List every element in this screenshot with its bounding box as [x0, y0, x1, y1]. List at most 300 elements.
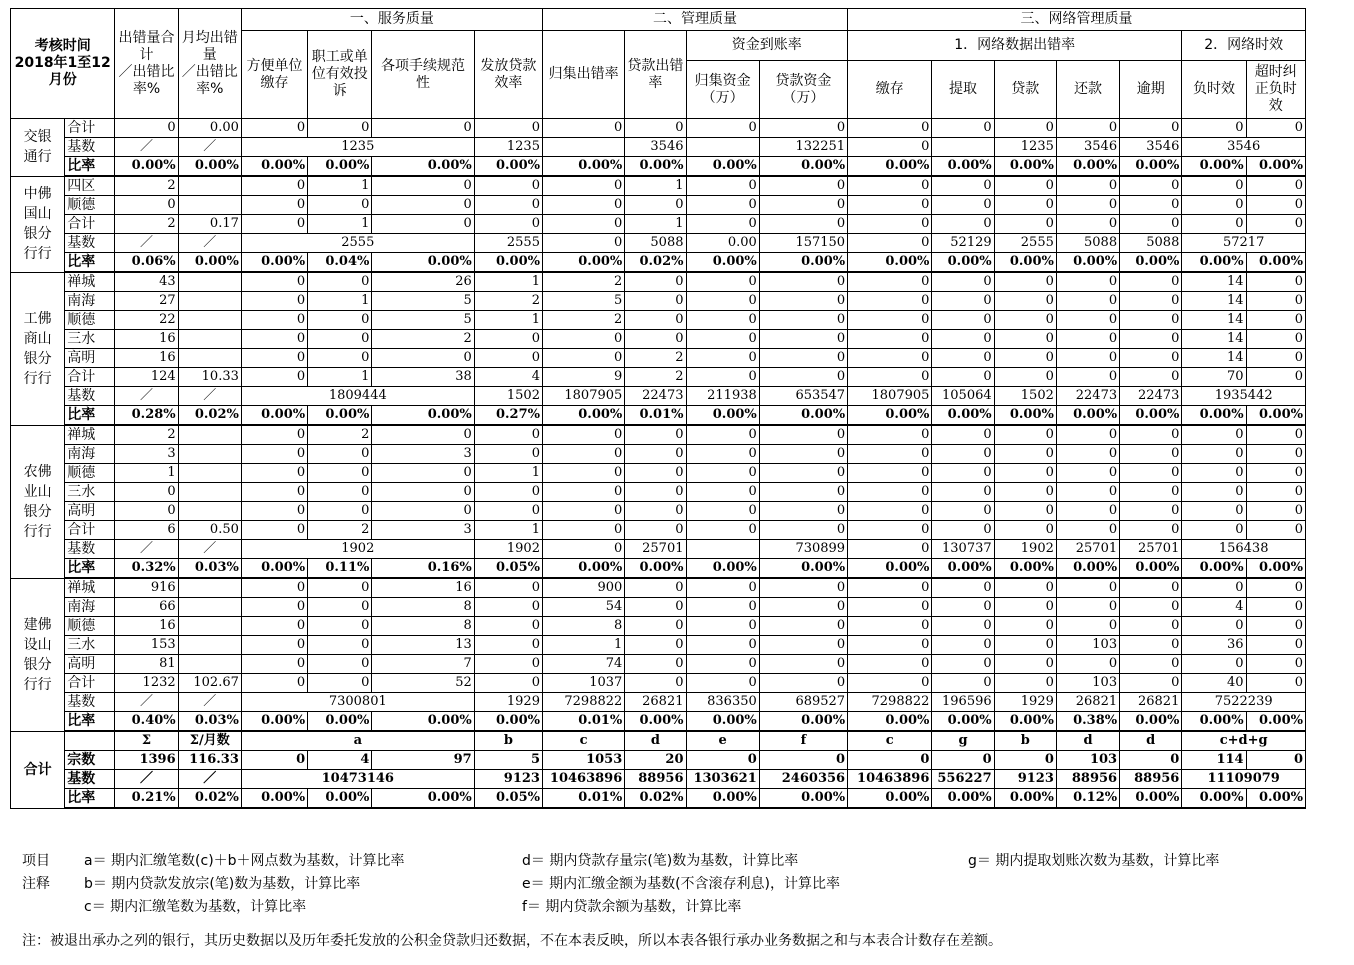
base-deposit: 10463896 [848, 770, 932, 789]
value-cell: 0 [241, 176, 307, 196]
value-cell: 0 [308, 311, 372, 330]
ratio-cell: 0.00% [625, 712, 686, 732]
value-cell: 0 [625, 483, 686, 502]
value-cell: 0 [994, 521, 1056, 540]
value-cell: 0 [848, 196, 932, 215]
col-loan-error: 贷款出错率 [625, 31, 686, 119]
value-cell: 0 [474, 655, 542, 674]
value-cell: 0 [542, 119, 624, 138]
value-cell: 153 [115, 636, 178, 655]
value-cell: 0 [1120, 483, 1182, 502]
base-label: 基数 [65, 693, 115, 712]
branch-label: 南海 [65, 445, 115, 464]
value-cell: 0 [1182, 119, 1246, 138]
value-cell: 0 [308, 502, 372, 521]
branch-label: 顺德 [65, 464, 115, 483]
ratio-cell: 0.00% [1246, 253, 1305, 273]
value-cell: 0 [241, 655, 307, 674]
base-deposit: 7298822 [848, 693, 932, 712]
ratio-cell: 0.00% [1246, 406, 1305, 426]
value-cell [178, 578, 241, 598]
ratio-cell: 0.00% [1182, 253, 1246, 273]
ratio-cell: 0.00% [994, 253, 1056, 273]
value-cell: 0 [1246, 311, 1305, 330]
base-loan: 88956 [625, 770, 686, 789]
base-net-loan: 9123 [994, 770, 1056, 789]
value-cell: 0 [1056, 502, 1119, 521]
total-count-cell: 114 [1182, 751, 1246, 770]
period-header [11, 9, 115, 119]
value-cell: 0 [932, 292, 994, 311]
value-cell: 0 [994, 598, 1056, 617]
err-total-header [115, 9, 178, 119]
monthly-label: 月均出错量 [181, 29, 238, 63]
value-cell: 0 [1120, 636, 1182, 655]
bank-name: 交银通行 [11, 119, 65, 177]
total-ratio-cell: 0.12% [1056, 789, 1119, 809]
value-cell: 0 [372, 502, 474, 521]
value-cell: 0 [686, 674, 759, 693]
value-cell: 0 [994, 272, 1056, 292]
branch-label: 合计 [65, 674, 115, 693]
base-collection: 0 [542, 234, 624, 253]
value-cell [178, 311, 241, 330]
table-header [11, 9, 1306, 119]
col-overtime-correct: 超时纠正负时效 [1246, 61, 1305, 119]
total-count-cell: 0 [1120, 751, 1182, 770]
total-ratio-cell: 0.00% [372, 789, 474, 809]
fund-arrival-rate: 资金到账率 [686, 31, 848, 61]
ratio-cell: 0.00% [1056, 406, 1119, 426]
sym-sum-month: Σ/月数 [178, 731, 241, 751]
table-row [11, 368, 1306, 387]
col-withdraw: 提取 [932, 61, 994, 119]
note-a: a＝ 期内汇缴笔数(c)＋b＋网点数为基数，计算比率 [84, 853, 405, 869]
value-cell: 0 [372, 483, 474, 502]
ratio-cell: 0.00% [474, 712, 542, 732]
base-collection [542, 138, 624, 157]
value-cell: 0 [932, 272, 994, 292]
value-cell: 0 [994, 483, 1056, 502]
value-cell: 0 [686, 464, 759, 483]
value-cell: 1 [625, 215, 686, 234]
value-cell: 0 [625, 598, 686, 617]
table-row [11, 464, 1306, 483]
value-cell: 0 [932, 464, 994, 483]
value-cell: 0 [1120, 502, 1182, 521]
value-cell: 2 [115, 176, 178, 196]
ratio-cell: 0.05% [474, 559, 542, 579]
ratio-row [11, 559, 1306, 579]
col-procedures: 各项手续规范性 [372, 31, 474, 119]
value-cell: 0 [994, 655, 1056, 674]
value-cell: 0 [241, 311, 307, 330]
value-cell: 0 [474, 425, 542, 445]
total-count-cell: 0 [1246, 751, 1305, 770]
sym-d2: d [1056, 731, 1119, 751]
ratio-cell: 0.00% [932, 253, 994, 273]
value-cell: 0 [1056, 196, 1119, 215]
period-value: 2018年1至12月份 [14, 55, 111, 88]
value-cell [178, 464, 241, 483]
value-cell: 0 [994, 215, 1056, 234]
value-cell: 0 [372, 425, 474, 445]
base-row [11, 138, 1306, 157]
value-cell: 0 [1120, 445, 1182, 464]
section-service-quality: 一、服务质量 [241, 9, 542, 31]
value-cell [178, 292, 241, 311]
base-service: 1902 [241, 540, 474, 559]
branch-label: 顺德 [65, 196, 115, 215]
value-cell: 0 [625, 636, 686, 655]
value-cell: 0 [1246, 636, 1305, 655]
value-cell: 0 [474, 578, 542, 598]
ratio-cell: 0.03% [178, 559, 241, 579]
value-cell: 0 [1182, 425, 1246, 445]
value-cell: 0 [1120, 655, 1182, 674]
value-cell: 0 [848, 425, 932, 445]
value-cell: 0 [1182, 483, 1246, 502]
section-management-quality: 二、管理质量 [542, 9, 847, 31]
branch-label: 三水 [65, 636, 115, 655]
value-cell: 0 [625, 196, 686, 215]
value-cell: 0 [474, 502, 542, 521]
value-cell: 0.00 [178, 119, 241, 138]
value-cell: 0 [542, 464, 624, 483]
table-row [11, 617, 1306, 636]
value-cell: 5 [372, 311, 474, 330]
value-cell: 0 [625, 445, 686, 464]
value-cell: 1 [115, 464, 178, 483]
value-cell: 0 [1056, 483, 1119, 502]
total-count-cell: 0 [932, 751, 994, 770]
value-cell: 66 [115, 598, 178, 617]
ratio-cell: 0.00% [625, 559, 686, 579]
base-loan-funds: 2460356 [759, 770, 847, 789]
value-cell: 0 [932, 311, 994, 330]
value-cell: 0 [686, 598, 759, 617]
value-cell: 0 [686, 330, 759, 349]
base-timeliness: 1935442 [1182, 387, 1306, 406]
value-cell: 0 [542, 176, 624, 196]
ratio-cell: 0.00% [848, 559, 932, 579]
total-count-cell: 5 [474, 751, 542, 770]
base-service: 7300801 [241, 693, 474, 712]
total-ratio-cell: 0.00% [848, 789, 932, 809]
value-cell: 103 [1056, 674, 1119, 693]
value-cell: 0 [686, 368, 759, 387]
value-cell: 0 [1246, 425, 1305, 445]
base-withdraw [932, 138, 994, 157]
base-label: 基数 [65, 540, 115, 559]
value-cell: 0 [308, 330, 372, 349]
ratio-row [11, 712, 1306, 732]
value-cell: 0 [1246, 176, 1305, 196]
total-count-cell: 0 [994, 751, 1056, 770]
value-cell: 0 [474, 598, 542, 617]
base-repay: 5088 [1056, 234, 1119, 253]
value-cell: 0 [1056, 176, 1119, 196]
base-label: 基数 [65, 387, 115, 406]
base-repay: 88956 [1056, 770, 1119, 789]
base-collection: 0 [542, 540, 624, 559]
ratio-cell: 0.00% [1056, 253, 1119, 273]
value-cell: 0 [759, 617, 847, 636]
value-cell: 0 [1246, 502, 1305, 521]
value-cell: 0 [542, 349, 624, 368]
value-cell: 1 [308, 176, 372, 196]
value-cell: 2 [625, 349, 686, 368]
value-cell: 0 [625, 119, 686, 138]
value-cell: 2 [115, 215, 178, 234]
value-cell: 0 [1182, 176, 1246, 196]
value-cell: 0 [1120, 176, 1182, 196]
value-cell: 0 [1120, 311, 1182, 330]
base-loan-funds: 689527 [759, 693, 847, 712]
ratio-label: 比率 [65, 712, 115, 732]
ratio-cell: 0.00% [759, 406, 847, 426]
value-cell: 0 [625, 674, 686, 693]
ratio-row [11, 406, 1306, 426]
value-cell: 0 [1120, 272, 1182, 292]
base-slash: ／ [115, 138, 178, 157]
value-cell: 0 [932, 330, 994, 349]
base-overdue: 5088 [1120, 234, 1182, 253]
report-table [10, 8, 1306, 809]
ratio-label: 比率 [65, 406, 115, 426]
table-row [11, 578, 1306, 598]
branch-label: 南海 [65, 292, 115, 311]
ratio-cell: 0.38% [1056, 712, 1119, 732]
value-cell: 0 [625, 330, 686, 349]
ratio-cell: 0.00% [542, 253, 624, 273]
table-row [11, 502, 1306, 521]
ratio-cell: 0.11% [308, 559, 372, 579]
value-cell: 0 [1246, 196, 1305, 215]
base-withdraw: 130737 [932, 540, 994, 559]
value-cell: 1232 [115, 674, 178, 693]
ratio-cell: 0.00% [1182, 406, 1246, 426]
base-net-loan: 1502 [994, 387, 1056, 406]
value-cell: 40 [1182, 674, 1246, 693]
base-loan-eff: 1235 [474, 138, 542, 157]
branch-label: 合计 [65, 215, 115, 234]
value-cell: 54 [542, 598, 624, 617]
value-cell: 0 [308, 445, 372, 464]
total-count-cell: 4 [308, 751, 372, 770]
total-count-cell: 97 [372, 751, 474, 770]
ratio-cell: 0.00% [308, 406, 372, 426]
value-cell: 8 [372, 598, 474, 617]
value-cell: 70 [1182, 368, 1246, 387]
value-cell: 0 [474, 483, 542, 502]
value-cell: 0 [1182, 655, 1246, 674]
value-cell: 0 [686, 445, 759, 464]
base-timeliness: 7522239 [1182, 693, 1306, 712]
ratio-cell: 0.06% [115, 253, 178, 273]
base-slash: ／ [115, 387, 178, 406]
col-repay: 还款 [1056, 61, 1119, 119]
value-cell: 6 [115, 521, 178, 540]
col-collection-funds: 归集资金（万） [686, 61, 759, 119]
monthly-header [178, 9, 241, 119]
value-cell: 0 [759, 655, 847, 674]
base-label: 基数 [65, 770, 115, 789]
value-cell: 0 [1056, 215, 1119, 234]
value-cell: 0 [1056, 292, 1119, 311]
value-cell: 16 [115, 349, 178, 368]
note-f: f＝ 期内贷款余额为基数，计算比率 [522, 899, 742, 915]
value-cell: 2 [542, 311, 624, 330]
total-ratio-row [11, 789, 1306, 809]
value-cell: 0 [848, 119, 932, 138]
value-cell: 0 [759, 368, 847, 387]
table-row [11, 598, 1306, 617]
base-slash: ／ [178, 138, 241, 157]
total-count-row [11, 751, 1306, 770]
base-repay: 25701 [1056, 540, 1119, 559]
value-cell: 0 [848, 445, 932, 464]
value-cell: 0 [625, 521, 686, 540]
base-timeliness: 156438 [1182, 540, 1306, 559]
value-cell: 0 [848, 674, 932, 693]
base-slash: ／ [115, 540, 178, 559]
ratio-cell: 0.00% [686, 406, 759, 426]
total-ratio-cell: 0.02% [178, 789, 241, 809]
value-cell: 0 [542, 483, 624, 502]
total-ratio-cell: 0.00% [686, 789, 759, 809]
base-loan: 5088 [625, 234, 686, 253]
table-row [11, 674, 1306, 693]
ratio-cell: 0.00% [686, 559, 759, 579]
value-cell: 5 [372, 292, 474, 311]
sym-sum: Σ [115, 731, 178, 751]
ratio-cell: 0.02% [178, 406, 241, 426]
value-cell: 0 [542, 502, 624, 521]
table-row [11, 292, 1306, 311]
ratio-cell: 0.00% [542, 157, 624, 177]
value-cell: 0 [932, 674, 994, 693]
base-loan-eff: 2555 [474, 234, 542, 253]
value-cell: 0 [308, 119, 372, 138]
value-cell: 0 [759, 330, 847, 349]
ratio-row [11, 253, 1306, 273]
ratio-cell: 0.00% [759, 559, 847, 579]
value-cell: 8 [372, 617, 474, 636]
value-cell: 0 [1246, 464, 1305, 483]
value-cell: 0 [1246, 598, 1305, 617]
col-negative-time: 负时效 [1182, 61, 1246, 119]
value-cell: 0 [686, 311, 759, 330]
value-cell: 0 [1056, 617, 1119, 636]
table-body [11, 119, 1306, 809]
value-cell: 0 [241, 578, 307, 598]
value-cell: 36 [1182, 636, 1246, 655]
table-row [11, 119, 1306, 138]
value-cell: 0 [241, 464, 307, 483]
err-total-label: 出错量合计 [118, 29, 175, 63]
value-cell: 0 [1056, 578, 1119, 598]
value-cell: 0 [308, 617, 372, 636]
ratio-cell: 0.16% [372, 559, 474, 579]
total-ratio-cell: 0.00% [241, 789, 307, 809]
value-cell: 10.33 [178, 368, 241, 387]
value-cell: 0 [932, 636, 994, 655]
value-cell: 0.50 [178, 521, 241, 540]
value-cell: 0 [241, 119, 307, 138]
ratio-cell: 0.00% [848, 253, 932, 273]
value-cell: 0 [932, 502, 994, 521]
branch-label: 禅城 [65, 272, 115, 292]
value-cell: 0 [115, 502, 178, 521]
value-cell: 0 [1246, 521, 1305, 540]
value-cell [178, 349, 241, 368]
total-count-cell: 1396 [115, 751, 178, 770]
value-cell: 0 [474, 215, 542, 234]
value-cell: 0 [686, 272, 759, 292]
total-ratio-cell: 0.01% [542, 789, 624, 809]
base-loan-eff: 9123 [474, 770, 542, 789]
value-cell: 2 [625, 368, 686, 387]
base-overdue: 22473 [1120, 387, 1182, 406]
value-cell: 14 [1182, 330, 1246, 349]
value-cell [178, 502, 241, 521]
ratio-cell: 0.27% [474, 406, 542, 426]
value-cell: 0 [1246, 368, 1305, 387]
value-cell: 0 [372, 349, 474, 368]
table-row [11, 311, 1306, 330]
value-cell: 0 [474, 119, 542, 138]
ratio-cell: 0.00% [1120, 253, 1182, 273]
value-cell: 0 [1246, 445, 1305, 464]
base-collection-funds: 0.00 [686, 234, 759, 253]
value-cell: 0 [1246, 292, 1305, 311]
base-timeliness: 57217 [1182, 234, 1306, 253]
base-collection-funds [686, 138, 759, 157]
base-loan: 3546 [625, 138, 686, 157]
base-loan: 25701 [625, 540, 686, 559]
col-loan-efficiency: 发放贷款效率 [474, 31, 542, 119]
value-cell: 900 [542, 578, 624, 598]
col-convenience: 方便单位缴存 [241, 31, 307, 119]
value-cell: 14 [1182, 292, 1246, 311]
ratio-cell: 0.00% [1246, 559, 1305, 579]
value-cell: 0 [994, 578, 1056, 598]
value-cell: 0 [994, 502, 1056, 521]
value-cell: 0 [848, 655, 932, 674]
value-cell: 0 [542, 196, 624, 215]
base-withdraw: 105064 [932, 387, 994, 406]
value-cell: 0 [759, 521, 847, 540]
value-cell: 0 [308, 636, 372, 655]
base-repay: 22473 [1056, 387, 1119, 406]
bank-name: 农佛业山银分行行 [11, 425, 65, 578]
ratio-cell: 0.00% [1120, 406, 1182, 426]
ratio-label: 比率 [65, 253, 115, 273]
ratio-cell: 0.00% [372, 253, 474, 273]
value-cell: 0 [759, 196, 847, 215]
value-cell: 0 [759, 445, 847, 464]
value-cell: 16 [372, 578, 474, 598]
value-cell: 0 [308, 674, 372, 693]
total-count-cell: 103 [1056, 751, 1119, 770]
value-cell: 0 [1120, 521, 1182, 540]
value-cell: 124 [115, 368, 178, 387]
base-deposit: 1807905 [848, 387, 932, 406]
ratio-label: 比率 [65, 559, 115, 579]
value-cell: 0 [686, 292, 759, 311]
ratio-cell: 0.00% [241, 559, 307, 579]
